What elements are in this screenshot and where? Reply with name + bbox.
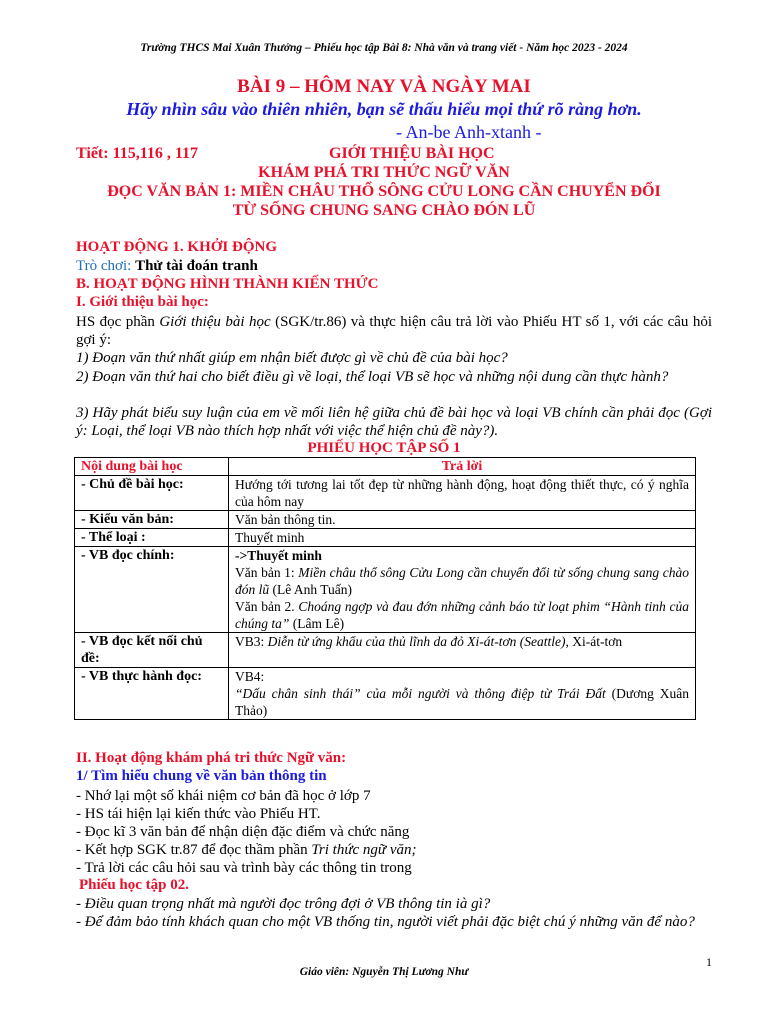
row-answer [229, 668, 696, 720]
worksheet-1-title: PHIẾU HỌC TẬP SỐ 1 [307, 440, 461, 456]
vb3-pre: VB3: [235, 634, 268, 649]
row-answer [229, 633, 696, 668]
vb1-author: (Lê Anh Tuấn) [269, 582, 353, 597]
page-header: Trường THCS Mai Xuân Thưởng – Phiếu học tập Bài 8: Nhà văn và trang viết - Năm học 2023 - 2024 [140, 42, 628, 54]
vb1-title: Miền châu thổ sông Cửu Long cần chuyển đổi từ sống chung sang chào đón lũ [235, 565, 689, 597]
page-number: 1 [706, 955, 712, 969]
game-label: Trò chơi: [76, 258, 132, 274]
question-3: 3) Hãy phát biểu suy luận của em về mối liên hệ giữa chủ đề bài học và loại VB chính cần phải đọc (Gợi ý: Loại, thể loại VB nào thích hợp nhất với việc thể hiện chủ đề này?). [76, 405, 712, 439]
row-answer: Thuyết minh [229, 529, 696, 547]
question-1: 1) Đoạn văn thứ nhất giúp em nhận biết được gì về chủ đề của bài học? [76, 350, 508, 366]
row-answer [229, 547, 696, 633]
vb4-title: “Dấu chân sinh thái” của mỗi người và thông điệp từ Trái Đất [235, 686, 606, 701]
row-answer: Văn bản thông tin. [229, 511, 696, 529]
table-row [75, 529, 696, 547]
vb2-line [235, 598, 689, 632]
vb2-author: (Lâm Lê) [289, 616, 345, 631]
answer-head: ->Thuyết minh [235, 548, 322, 563]
row-label: - VB đọc chính: [75, 547, 229, 633]
vb4-author: (Dương Xuân Thảo) [235, 686, 689, 718]
bullet-sgk-italic: Tri thức ngữ văn; [311, 842, 417, 858]
worksheet-1-table [74, 457, 696, 720]
activity-1-heading: HOẠT ĐỘNG 1. KHỞI ĐỘNG [76, 239, 277, 255]
table-row [75, 476, 696, 511]
reading-title-line2: TỪ SỐNG CHUNG SANG CHÀO ĐÓN LŨ [232, 202, 536, 219]
table-row [75, 633, 696, 668]
intro-pre: HS đọc phần [76, 314, 160, 330]
row-answer: Hướng tới tương lai tốt đẹp từ những hành động, hoạt động thiết thực, có ý nghĩa của hôm nay [229, 476, 696, 511]
section-1-heading: I. Giới thiệu bài học: [76, 294, 209, 310]
vb1-pre: Văn bản 1: [235, 565, 299, 580]
row-label: - VB đọc kết nối chủ đề: [75, 633, 229, 668]
table-header-row [75, 458, 696, 476]
game-name: Thử tài đoán tranh [135, 258, 258, 274]
worksheet-2-heading: Phiếu học tập 02. [79, 877, 190, 893]
row-label: - VB thực hành đọc: [75, 668, 229, 720]
activity-b-heading: B. HOẠT ĐỘNG HÌNH THÀNH KIẾN THỨC [76, 276, 379, 292]
bullet-3: - Đọc kĩ 3 văn bản để nhận diện đặc điểm và chức năng [76, 824, 410, 840]
intro-paragraph [76, 313, 712, 349]
game-line [76, 258, 258, 275]
quote-author: - An-be Anh-xtanh - [396, 122, 542, 142]
vb3-title: Diễn từ ứng khẩu của thủ lĩnh da đỏ Xi-át-tơn (Seattle) [267, 634, 566, 649]
intro-title: GIỚI THIỆU BÀI HỌC [329, 145, 495, 162]
sub-heading-1: 1/ Tìm hiểu chung về văn bản thông tin [76, 768, 327, 784]
lesson-title: BÀI 9 – HÔM NAY VÀ NGÀY MAI [237, 76, 531, 97]
bullet-1: - Nhớ lại một số khái niệm cơ bản đã học ở lớp 7 [76, 788, 371, 804]
bullet-sgk-pre: - Kết hợp SGK tr.87 để đọc thầm phần [76, 842, 312, 858]
question-2: 2) Đoạn văn thứ hai cho biết điều gì về loại, thể loại VB sẽ học và những nội dung cần thực hành? [76, 369, 669, 385]
table-row [75, 511, 696, 529]
tiet-label: Tiết: 115,116 , 117 [76, 145, 198, 162]
page-footer: Giáo viên: Nguyễn Thị Lương Như [299, 966, 469, 978]
intro-italic: Giới thiệu bài học [159, 314, 271, 330]
vb3-author: , Xi-át-tơn [565, 634, 623, 649]
vb1-line [235, 564, 689, 598]
row-label: - Thể loại : [75, 529, 229, 547]
vb4-pre: VB4: [235, 669, 265, 684]
ws2-question-1: - Điều quan trọng nhất mà người đọc trông đợi ở VB thông tin ià gì? [76, 896, 491, 912]
intro-post: (SGK/tr.86) và thực hiện câu trả lời vào Phiếu HT số 1, với các câu hỏi gợi ý: [76, 314, 712, 348]
bullet-last: - Trả lời các câu hỏi sau và trình bày các thông tin trong [76, 860, 412, 876]
bullet-sgk [76, 841, 417, 859]
vb2-title: Choáng ngợp và đau đớn những cảnh báo từ loạt phim “Hành tinh của chúng ta” [235, 599, 689, 631]
section-2-heading: II. Hoạt động khám phá tri thức Ngữ văn: [76, 750, 347, 766]
table-header-content: Nội dung bài học [75, 458, 229, 476]
table-header-answer: Trả lời [229, 458, 696, 476]
vb2-pre: Văn bản 2. [235, 599, 299, 614]
table-row [75, 668, 696, 720]
table-row [75, 547, 696, 633]
reading-title-line1: ĐỌC VĂN BẢN 1: MIỀN CHÂU THỔ SÔNG CỬU LONG CẦN CHUYỂN ĐỔI [107, 183, 661, 200]
ws2-question-2: - Để đảm bảo tính khách quan cho một VB thống tin, người viết phải đặc biệt chú ý những văn để nào? [76, 914, 695, 930]
row-label: - Chủ đề bài học: [75, 476, 229, 511]
quote: Hãy nhìn sâu vào thiên nhiên, bạn sẽ thấu hiểu mọi thứ rõ ràng hơn. [126, 99, 642, 119]
knowledge-title: KHÁM PHÁ TRI THỨC NGỮ VĂN [258, 164, 510, 181]
bullet-2: - HS tái hiện lại kiến thức vào Phiếu HT. [76, 806, 321, 822]
row-label: - Kiểu văn bản: [75, 511, 229, 529]
